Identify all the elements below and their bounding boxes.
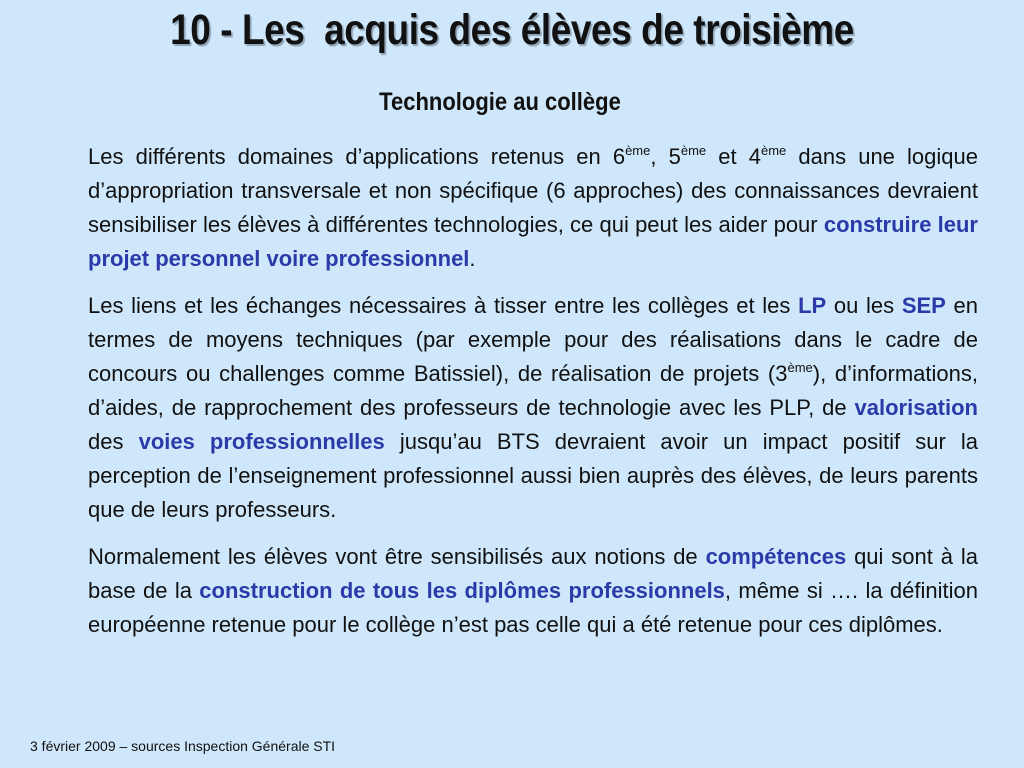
p2-highlight-voies: voies professionnelles [138,429,385,454]
p2-highlight-valorisation: valorisation [854,395,978,420]
p2-highlight-lp: LP [798,293,827,318]
p1-superscript: ème [760,143,787,158]
p2-text: jusqu’au BTS devraient avoir un impact positif sur la perception de l’enseignement professionnel aussi bien auprès des élèves, de leurs parents que de leurs professeurs. [88,429,978,522]
p2-highlight-sep: SEP [901,293,946,318]
p3-text: Normalement les élèves vont être sensibilisés aux notions de [88,544,706,569]
slide-subtitle: Technologie au collège [379,88,621,116]
p1-highlight: construire leur projet personnel voire professionnel [88,212,978,271]
p2-text: ), d’informations, d’aides, de rapprochement des professeurs de technologie avec les PLP, de [88,361,978,420]
slide-footer: 3 février 2009 – sources Inspection Générale STI [30,738,336,754]
paragraph-2 [88,289,978,527]
slide-body [88,140,978,655]
p2-text: ou les [826,293,902,318]
p1-text: Les différents domaines d’applications retenus en 6 [88,144,626,169]
p2-text: Les liens et les échanges nécessaires à tisser entre les collèges et les [88,293,799,318]
p1-superscript: ème [680,143,707,158]
p2-text: des [88,429,139,454]
p1-text: et 4 [706,144,761,169]
slide-title: 10 - Les acquis des élèves de troisième [170,6,854,54]
paragraph-3 [88,540,978,642]
p1-text: . [469,246,476,271]
p3-text: qui sont à la base de la [88,544,979,603]
p1-text: , 5 [650,144,681,169]
p1-text: dans une logique d’appropriation transversale et non spécifique (6 approches) des connaissances devraient sensibiliser les élèves à différentes technologies, ce qui peut les aider pour [88,144,978,237]
p3-text: , même si …. la définition européenne retenue pour le collège n’est pas celle qui a été retenue pour ces diplômes. [88,578,978,637]
p3-highlight-construction: construction de tous les diplômes professionnels [199,578,725,603]
p1-superscript: ème [625,143,651,158]
p2-superscript: ème [787,360,813,375]
p2-text: en termes de moyens techniques (par exemple pour des réalisations dans le cadre de concours ou challenges comme Batissiel), de réalisation de projets (3 [88,293,979,386]
paragraph-1 [88,140,978,276]
p3-highlight-competences: compétences [705,544,847,569]
